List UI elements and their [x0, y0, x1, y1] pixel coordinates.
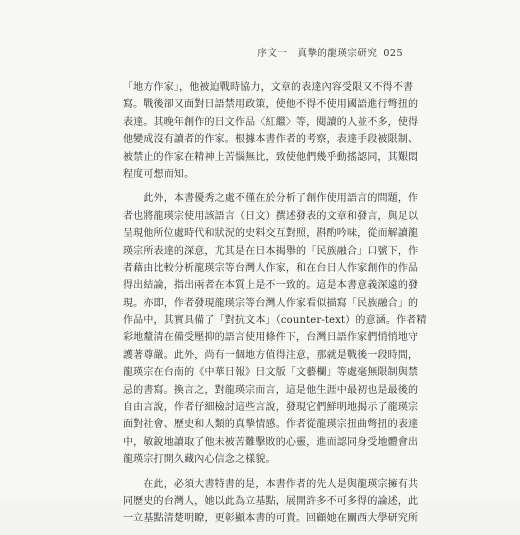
text-line: 此外，本書優秀之處不僅在於分析了創作使用語言的問題，作: [123, 193, 419, 205]
text-line: 呈現他所位處時代和狀況的史料交互對照，斟酌吟味，從而解讀龍: [123, 228, 419, 240]
text-line: 自由言說，作者仔細檢討這些言說，發現它們鮮明地揭示了龍瑛宗: [123, 402, 419, 414]
page-number: 025: [383, 48, 403, 59]
running-header: [257, 45, 403, 59]
text-line: 瑛宗所表達的深意，尤其是在日本揭舉的「民族融合」口號下，作: [123, 245, 419, 257]
text-line: 作品中，其實具備了「對抗文本」（counter-text）的意涵。作者精: [123, 315, 427, 327]
paragraph: [123, 476, 419, 528]
text-line: 同歷史的台灣人，她以此為立基點，展開許多不可多得的論述，此: [123, 495, 419, 507]
text-line: 現。亦即，作者發現龍瑛宗等台灣人作家看似描寫「民族融合」的: [123, 297, 419, 309]
text-line: 程度可想而知。: [123, 168, 195, 180]
header-title: 真摯的龍瑛宗研究: [297, 48, 378, 59]
text-line: 彩地釐清在備受壓抑的語言使用條件下，台灣日語作家們悄悄地守: [123, 332, 419, 344]
body-text: [123, 79, 427, 535]
text-line: 護著尊嚴。此外，尚有一個地方值得注意，那就是戰後一段時間，: [123, 349, 419, 361]
text-line: 被禁止的作家在精神上苦惱無比，致使他們幾乎動搖認同，其艱悶: [123, 151, 419, 163]
paragraph: [123, 79, 419, 183]
header-chapter: 序文一: [257, 48, 288, 59]
text-line: 表達。其晚年創作的日文作品〈紅繼〉等，閱讀的人並不多，使得: [123, 116, 419, 128]
text-line: 龍瑛宗打開久藏內心信念之樣貌。: [123, 454, 276, 466]
text-line: 忌的書寫。換言之，對龍瑛宗而言，這是他生涯中最初也是最後的: [123, 384, 419, 396]
text-line: 寫。戰後卻又面對日語禁用政策，使他不得不使用國語進行彆扭的: [123, 99, 419, 111]
text-line: 在此，必須大書特書的是，本書作者的先人是與龍瑛宗擁有共: [123, 478, 419, 490]
text-line: 者藉由比較分析龍瑛宗等台灣人作家，和在台日人作家創作的作品: [123, 262, 419, 274]
text-line: 中，敏銳地讀取了他未被苦難擊敗的心靈，進而認同身受地體會出: [123, 436, 419, 448]
text-line: 者也將龍瑛宗使用該語言（日文）撰述發表的文章和發言，與足以: [123, 210, 419, 222]
text-line: 一立基點清楚明瞭，更彰顯本書的可貴。回顧她在關西大學研究所: [123, 513, 419, 525]
text-line: 龍瑛宗在台南的《中華日報》日文版「文藝欄」等處毫無限制與禁: [123, 367, 419, 379]
text-line: 他變成沒有讀者的作家。根據本書作者的考察，表達手段被限制、: [123, 134, 419, 146]
text-line: 面對社會、歷史和人類的真摯情感。作者從龍瑛宗扭曲彆扭的表達: [123, 419, 419, 431]
paragraph: [123, 190, 427, 468]
text-line: 「地方作家」，他被迫戰時協力，文章的表達內容受限又不得不書: [123, 82, 414, 93]
text-line: 得出結論，指出兩者在本質上是不一致的。這是本書意義深遠的發: [123, 280, 419, 292]
